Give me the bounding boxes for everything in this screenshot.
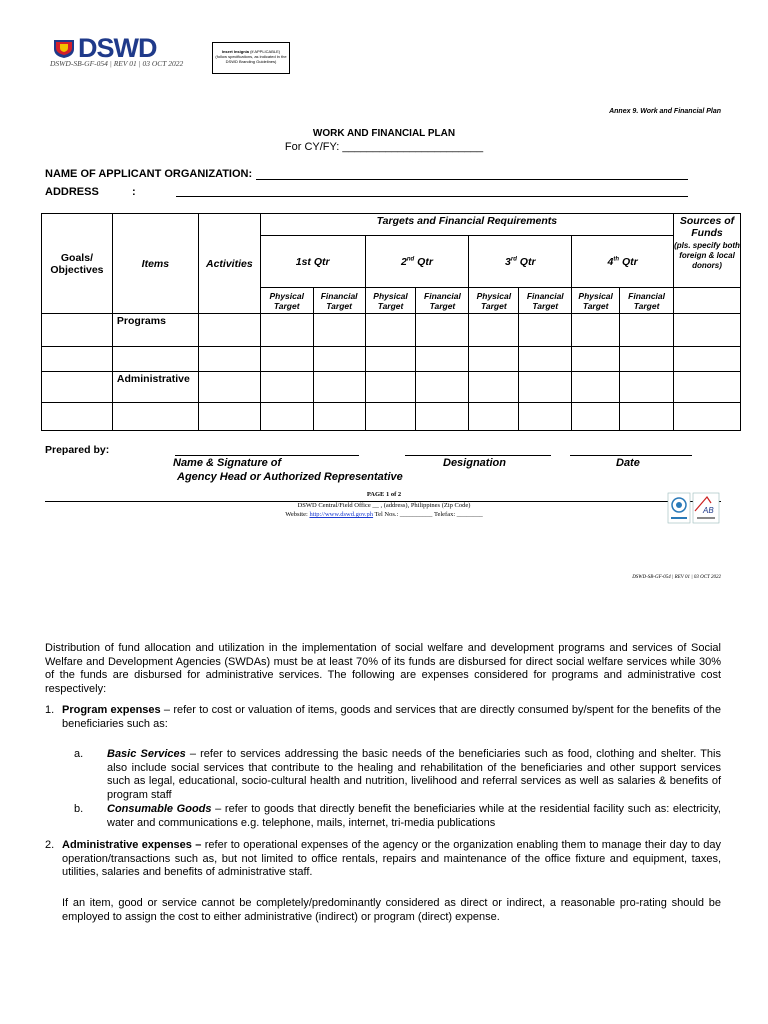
svg-text:AB: AB (703, 506, 714, 515)
q1-physical: Physical Target (260, 288, 313, 314)
website-label: Website: (285, 511, 310, 518)
name-signature-label: Name & Signature of (173, 457, 282, 469)
insignia-note: (if APPLICABLE) (250, 49, 281, 54)
date-label: Date (616, 457, 640, 469)
agency-head-label: Agency Head or Authorized Representative (177, 471, 403, 483)
targets-header: Targets and Financial Requirements (260, 214, 673, 236)
logo-text: DSWD (78, 33, 157, 63)
q1-header: 1st Qtr (260, 236, 365, 288)
signature-line[interactable] (175, 455, 359, 456)
item2-number: 2. (45, 839, 55, 851)
item-b-letter: b. (74, 803, 84, 815)
q2-physical: Physical Target (365, 288, 416, 314)
item-a-letter: a. (74, 748, 84, 760)
footer-office: DSWD Central/Field Office __ , (address), Philippines (Zip Code) (297, 502, 471, 509)
item1-number: 1. (45, 704, 55, 716)
prorating-paragraph: If an item, good or service cannot be completely/predominantly considered as direct or indirect, a reasonable pro-rating should be employed to assign the cost to either administrative (indirect) or program (direct) expense. (62, 897, 721, 923)
item-b-title: Consumable Goods (107, 803, 212, 815)
insignia-body: (follow specifications, as indicated in the DSWD Branding Guidelines) (215, 54, 287, 64)
item-a-title: Basic Services (107, 748, 186, 760)
footer-contact (0, 511, 768, 518)
address-label: ADDRESS (45, 186, 99, 198)
form-code-top: DSWD-SB-GF-054 | REV 01 | 03 OCT 2022 (50, 59, 184, 68)
prepared-by-label: Prepared by: (45, 444, 110, 456)
address-line[interactable] (176, 196, 688, 197)
item-a-text: – refer to services addressing the basic needs of the beneficiaries such as food, clothing and shelter. This also include social services that contribute to the healing and rehabilitation of the beneficiaries and other support services such as legal, educational, socio-cultural health and nutrition, livelihood and referral services as well as salaries & benefits of program staff (107, 748, 721, 801)
items-header: Items (112, 214, 198, 314)
insignia-box (212, 42, 290, 74)
q2-financial: Financial Target (416, 288, 469, 314)
activities-header: Activities (198, 214, 260, 314)
designation-label: Designation (443, 457, 506, 469)
item-b-paragraph (107, 803, 721, 830)
dswd-emblem-icon (53, 37, 75, 59)
item1-paragraph (62, 704, 721, 731)
table-row (42, 372, 741, 403)
item2-title: Administrative expenses – (62, 839, 202, 851)
q3-physical: Physical Target (469, 288, 519, 314)
website-link[interactable]: http://www.dswd.gov.ph (309, 511, 374, 518)
annex-label: Annex 9. Work and Financial Plan (609, 108, 721, 115)
address-colon: : (132, 186, 136, 198)
designation-line[interactable] (405, 455, 551, 456)
item2-text: refer to operational expenses of the agency or the organization enabling them to manage their day to day operation/transactions such as, but not limited to office rentals, repairs and maintenance of the office fixture and equipment, taxes, utilities, salaries and benefits of administrative staff. (62, 839, 721, 878)
tel-fax: Tel Nos.: __________ Telefax: ________ (373, 511, 483, 518)
sources-title: Sources of Funds (679, 215, 735, 239)
date-line[interactable] (570, 455, 692, 456)
item-a-paragraph (107, 748, 721, 802)
sources-header (674, 214, 741, 288)
page-number: PAGE 1 of 2 (366, 491, 402, 498)
insignia-title: Insert Insignia (221, 49, 249, 54)
org-name-label: NAME OF APPLICANT ORGANIZATION: (45, 168, 253, 180)
certification-logos-icon (667, 491, 721, 525)
table-row (42, 314, 741, 347)
intro-paragraph: Distribution of fund allocation and utilization in the implementation of social welfare and development programs and services of Social Welfare and Development Agencies (SWDAs) must be at least 70% of its funds are disbursed for direct social welfare services while 30% of the funds are disbursed for administrative services. The following are expenses considered for programs and administrative cost respectively: (45, 642, 721, 695)
item1-text: – refer to cost or valuation of items, goods and services that are directly consumed by/spent for the benefits of the beneficiaries such as: (62, 704, 722, 730)
q4-physical: Physical Target (572, 288, 620, 314)
item1-title: Program expenses (62, 704, 161, 716)
page-title: WORK AND FINANCIAL PLAN (312, 128, 456, 139)
q3-financial: Financial Target (519, 288, 572, 314)
cy-fy-field[interactable]: For CY/FY: _______________________ (284, 141, 484, 153)
work-financial-plan-table (41, 213, 741, 431)
table-row (42, 347, 741, 372)
sources-note: (pls. specify both foreign & local donors) (674, 241, 740, 270)
q4-header: 4th Qtr (572, 236, 674, 288)
form-code-bottom: DSWD-SB-GF-054 | REV 01 | 03 OCT 2022 (632, 575, 721, 580)
sources-subcell (674, 288, 741, 314)
table-row (42, 403, 741, 431)
administrative-label: Administrative (112, 372, 198, 403)
q1-financial: Financial Target (313, 288, 365, 314)
q4-financial: Financial Target (620, 288, 674, 314)
item2-paragraph (62, 839, 721, 880)
item-b-text: – refer to goods that directly benefit the beneficiaries while at the residential facility such as: electricity, water and communications e.g. telephone, mails, internet, tri-media publications (107, 803, 721, 829)
q3-header: 3rd Qtr (469, 236, 572, 288)
org-name-line[interactable] (256, 179, 688, 180)
q2-header: 2nd Qtr (365, 236, 469, 288)
programs-label: Programs (112, 314, 198, 347)
goals-header: Goals/ Objectives (42, 214, 113, 314)
